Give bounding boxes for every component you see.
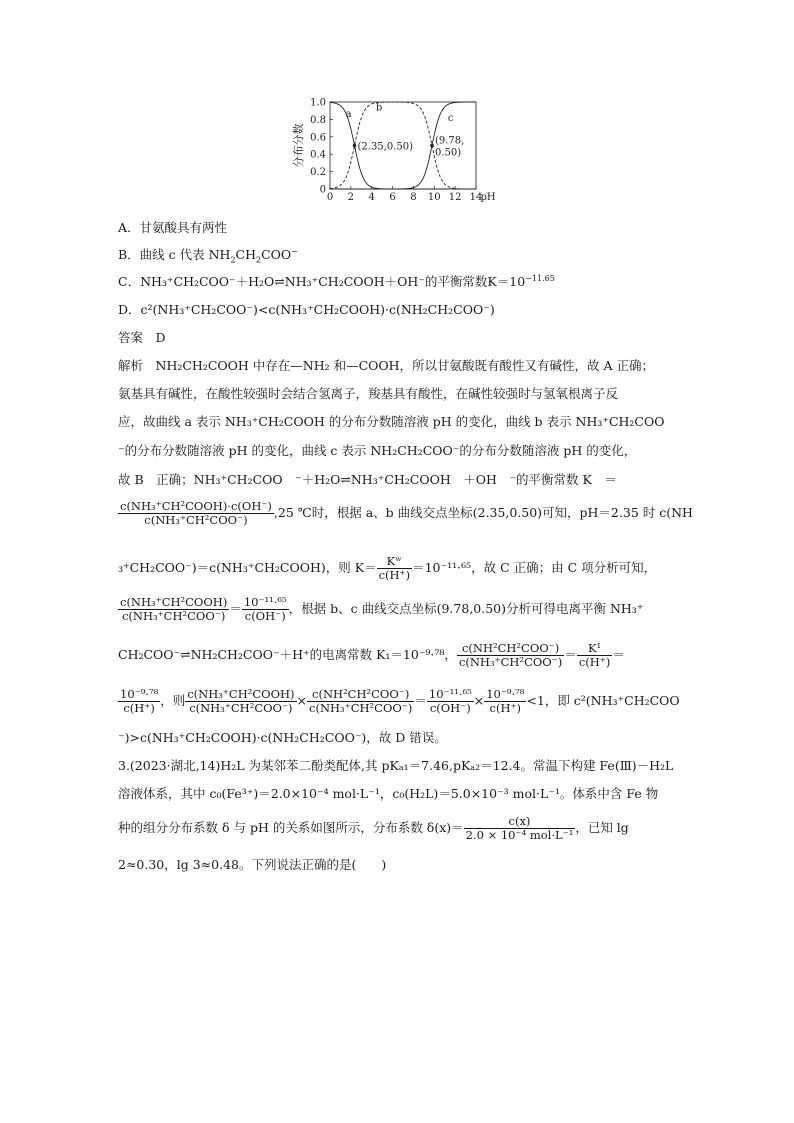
analysis-line-6-text: ,25 ℃时，根据 a、b 曲线交点坐标(2.35,0.50)可知，pH＝2.35 时 c(NH — [273, 505, 693, 520]
intersection-point-bc — [430, 144, 434, 148]
analysis-line-10-mid: ，则 — [160, 693, 186, 708]
y-tick-label: 0 — [319, 184, 326, 196]
distribution-chart — [0, 0, 794, 215]
fraction-10: $\frac{\text{10⁻¹¹·⁶⁵}}{c(OH^-)}$ — [428, 687, 472, 715]
annotation-bc-line2: 0.50) — [434, 147, 462, 159]
analysis-line-6 — [118, 500, 693, 527]
analysis-line-5: 故 B 正确；NH₃⁺CH₂COO ⁻＋H₂O⇌NH₃⁺CH₂COOH ＋OH ⁻的平衡常数 K ＝ — [118, 472, 617, 487]
analysis-line-4: ⁻的分布分数随溶液 pH 的变化，曲线 c 表示 NH₂CH₂COO⁻的分布分数随溶液 pH 的变化， — [118, 443, 637, 458]
x-tick-label: 14 — [469, 192, 483, 203]
analysis-line-10: $\frac{\text{10⁻⁹·⁷⁸}}{c(H^+)}$ ，则 $\frac{\text{c(NH₃⁺CH²COOH)}}{\text{c(NH₃⁺CH²COO⁻)}}$ × $\frac{\text{c(NH²CH²COO⁻)}}{\text{c(NH₃⁺CH²COO⁻)}}$ ＝ $\frac{\text{10⁻¹¹·⁶⁵}}{c(OH^-)}$ × $\frac{\text{10⁻⁹·⁷⁸}}{c(H^+)}$ <1，即 c²(NH₃⁺CH₂COO — [120, 687, 680, 715]
analysis-line-3: 应，故曲线 a 表示 NH₃⁺CH₂COOH 的分布分数随溶液 pH 的变化，曲线 b 表示 NH₃⁺CH₂COO — [118, 414, 665, 429]
analysis-line-10-post: <1，即 c²(NH₃⁺CH₂COO — [526, 693, 680, 708]
series-label-c: c — [447, 113, 454, 125]
q3-line-4: 2≈0.30，lg 3≈0.48。下列说法正确的是( ) — [118, 857, 387, 872]
fraction-8: $\frac{\text{c(NH₃⁺CH²COOH)}}{\text{c(NH₃⁺CH²COO⁻)}}$ — [187, 687, 295, 715]
option-b-text: B．曲线 c 代表 NH — [118, 247, 231, 262]
fraction-1: $\frac{\text{c(NH₃⁺CH²COOH)·c(OH⁻)}}{\text{c(NH₃⁺CH²COO⁻)}}$ — [120, 499, 272, 527]
fraction-5: $\frac{\text{c(NH²CH²COO⁻)}}{\text{c(NH₃⁺CH²COO⁻)}}$ — [458, 641, 563, 669]
analysis-line-2: 氨基具有碱性，在酸性较强时会结合氢离子，羧基具有酸性，在碱性较强时与氢氧根离子反 — [118, 386, 619, 401]
y-tick-label: 0.8 — [310, 114, 326, 126]
q3-line-1: 3.(2023·湖北,14)H₂L 为某邻苯二酚类配体,其 pKₐ₁＝7.46,pKₐ₂＝12.4。常温下构建 Fe(Ⅲ)－H₂L — [118, 758, 674, 773]
analysis-line-8: $\frac{\text{c(NH₃⁺CH²COOH)}}{\text{c(NH₃⁺CH²COO⁻)}}$ ＝ $\frac{\text{10⁻¹¹·⁶⁵}}{c(OH^-)}$ ，根据 b、c 曲线交点坐标(9.78,0.50)分析可得电离平衡 NH₃⁺ — [120, 595, 644, 623]
analysis-line-9-pre: CH₂COO⁻⇌NH₂CH₂COO⁻＋H⁺的电离常数 K₁＝10⁻⁹·⁷⁸， — [118, 647, 457, 662]
option-b-text3: COO — [261, 247, 292, 262]
q3-line-3 — [118, 815, 629, 842]
y-tick-label: 0.4 — [310, 149, 326, 161]
option-c-exp: −11.65 — [525, 273, 555, 283]
fraction-2: $\frac{\text{Kʷ}}{c(H^+)}$ — [378, 554, 411, 582]
y-tick-label: 0.6 — [310, 132, 326, 144]
analysis-line-9: CH₂COO⁻⇌NH₂CH₂COO⁻＋H⁺的电离常数 K₁＝10⁻⁹·⁷⁸， $\frac{\text{c(NH²CH²COO⁻)}}{\text{c(NH₃⁺CH²COO⁻)}}$ ＝ $\frac{\text{K¹}}{c(H^+)}$ ＝ — [118, 641, 625, 669]
analysis-line-8-post: ，根据 b、c 曲线交点坐标(9.78,0.50)分析可得电离平衡 NH₃⁺ — [288, 601, 644, 616]
fraction-3: $\frac{\text{c(NH₃⁺CH²COOH)}}{\text{c(NH₃⁺CH²COO⁻)}}$ — [120, 595, 228, 623]
x-tick-label: 4 — [368, 192, 375, 203]
analysis-line-7-post: ＝10⁻¹¹·⁶⁵，故 C 正确；由 C 项分析可知， — [412, 560, 657, 575]
x-axis-label: pH — [480, 192, 496, 203]
series-label-a: a — [345, 108, 352, 120]
option-c — [118, 274, 555, 290]
option-c-k: K＝10 — [487, 274, 526, 289]
intersection-point-ab — [353, 144, 357, 148]
x-tick-label: 10 — [427, 192, 441, 203]
fraction-4: $\frac{\text{10⁻¹¹·⁶⁵}}{c(OH^-)}$ — [243, 595, 287, 623]
annotation-bc-line1: (9.78, — [434, 135, 465, 147]
x-tick-label: 0 — [326, 192, 334, 203]
option-d: D．c²(NH₃⁺CH₂COO⁻)<c(NH₃⁺CH₂COOH)·c(NH₂CH₂COO⁻) — [118, 302, 495, 317]
x-tick-label: 8 — [410, 192, 417, 203]
option-b: B．曲线 c 代表 $NH_2CH_2COO^-$ — [118, 246, 298, 265]
analysis-line-11: ⁻)>c(NH₃⁺CH₂COOH)·c(NH₂CH₂COO⁻)，故 D 错误。 — [118, 730, 447, 745]
answer: 答案 D — [118, 330, 166, 345]
x-tick-label: 2 — [347, 192, 355, 203]
q3-line-3-post: ，已知 lg — [575, 820, 629, 835]
series-label-b: b — [375, 102, 383, 114]
analysis-line-7 — [118, 555, 656, 582]
x-tick-label: 6 — [389, 192, 396, 203]
q3-fraction: $\frac{c(x)}{\text{2.0 × 10⁻⁴ mol·L⁻¹}}$ — [465, 814, 574, 842]
option-b-text2: CH — [235, 247, 257, 262]
y-axis-label: 分布分数 — [292, 123, 305, 168]
q3-line-3-pre: 种的组分分布系数 δ 与 pH 的关系如图所示，分布系数 δ(x)＝ — [118, 820, 464, 835]
q3-line-2: 溶液体系，其中 c₀(Fe³⁺)＝2.0×10⁻⁴ mol·L⁻¹，c₀(H₂L)＝5.0×10⁻³ mol·L⁻¹。体系中含 Fe 物 — [118, 786, 659, 801]
fraction-9: $\frac{\text{c(NH²CH²COO⁻)}}{\text{c(NH₃⁺CH²COO⁻)}}$ — [309, 687, 413, 715]
y-tick-label: 1.0 — [310, 97, 326, 109]
annotation-ab: (2.35,0.50) — [357, 141, 414, 153]
x-tick-label: 12 — [448, 192, 462, 203]
fraction-11: $\frac{\text{10⁻⁹·⁷⁸}}{c(H^+)}$ — [486, 687, 525, 715]
y-tick-label: 0.2 — [310, 167, 326, 179]
analysis-line-7-pre: ₃⁺CH₂COO⁻)＝c(NH₃⁺CH₂COOH)，则 K＝ — [118, 560, 377, 575]
analysis-line-1: 解析 NH₂CH₂COOH 中存在—NH₂ 和—COOH，所以甘氨酸既有酸性又有碱性，故 A 正确； — [118, 358, 655, 373]
option-a: A．甘氨酸具有两性 — [118, 220, 228, 235]
fraction-6: $\frac{\text{K¹}}{c(H^+)}$ — [578, 641, 611, 669]
fraction-7: $\frac{\text{10⁻⁹·⁷⁸}}{c(H^+)}$ — [120, 687, 159, 715]
option-c-text: C．NH₃⁺CH₂COO⁻＋H₂O⇌NH₃⁺CH₂COOH＋OH⁻的平衡常数 — [118, 274, 488, 289]
